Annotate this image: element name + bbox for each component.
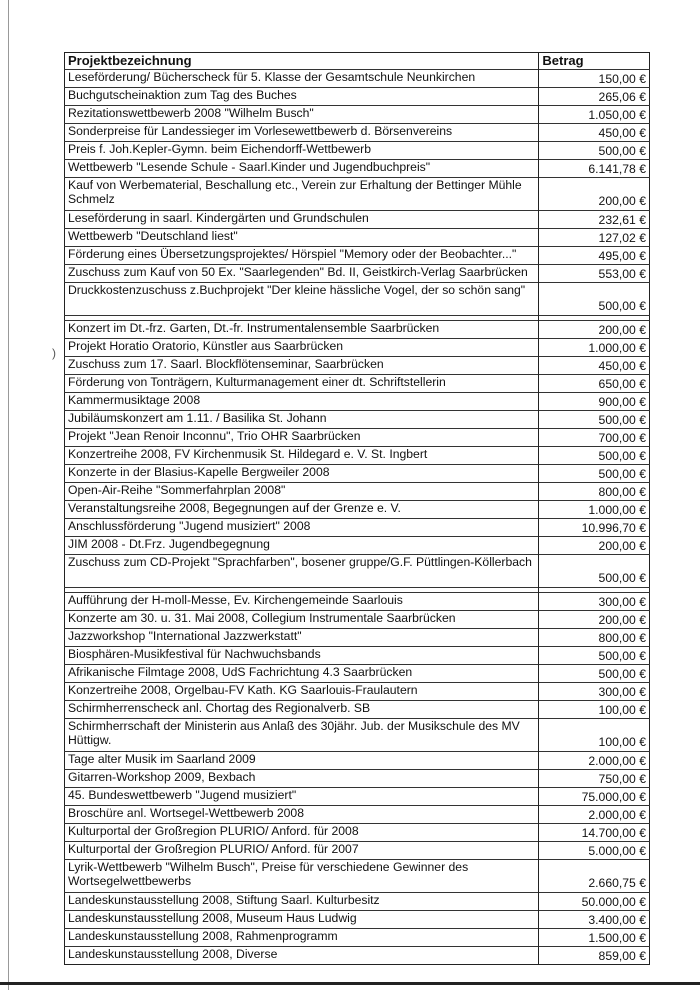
amount-value: 5.000,00 €: [588, 844, 646, 858]
page-bottom-rule: [0, 982, 700, 985]
project-name-cell: Landeskunstausstellung 2008, Rahmenprogramm: [65, 929, 539, 947]
project-name-cell: Zuschuss zum CD-Projekt "Sprachfarben", bosener gruppe/G.F. Püttlingen-Köllerbach: [65, 555, 539, 588]
amount-value: 700,00 €: [598, 431, 646, 445]
amount-value: 200,00 €: [598, 613, 646, 627]
project-name-cell: 45. Bundeswettbewerb "Jugend musiziert": [65, 788, 539, 806]
project-name-cell: Projekt "Jean Renoir Inconnu", Trio OHR Saarbrücken: [65, 429, 539, 447]
amount-value: 859,00 €: [598, 949, 646, 963]
amount-value: 500,00 €: [598, 667, 646, 681]
amount-value: 800,00 €: [598, 485, 646, 499]
table-row: [65, 824, 650, 842]
project-name-cell: Druckkostenzuschuss z.Buchprojekt "Der kleine hässliche Vogel, der so schön sang": [65, 283, 539, 316]
project-name-cell: Förderung eines Übersetzungsprojektes/ Hörspiel "Memory oder der Beobachter...": [65, 247, 539, 265]
table-row: [65, 683, 650, 701]
amount-cell: [539, 142, 650, 160]
amount-value: 500,00 €: [598, 299, 646, 313]
amount-value: 300,00 €: [598, 595, 646, 609]
project-name-cell: Förderung von Tonträgern, Kulturmanagement einer dt. Schriftstellerin: [65, 375, 539, 393]
table-row: [65, 321, 650, 339]
project-name-cell: Rezitationswettbewerb 2008 "Wilhelm Busch": [65, 106, 539, 124]
amount-cell: [539, 357, 650, 375]
project-name-cell: Aufführung der H-moll-Messe, Ev. Kirchengemeinde Saarlouis: [65, 593, 539, 611]
project-name-cell: Wettbewerb "Lesende Schule - Saarl.Kinder und Jugendbuchpreis": [65, 160, 539, 178]
amount-cell: [539, 321, 650, 339]
amount-cell: [539, 283, 650, 316]
table-row: [65, 719, 650, 752]
amount-cell: [539, 911, 650, 929]
amount-value: 2.000,00 €: [588, 808, 646, 822]
amount-cell: [539, 860, 650, 893]
amount-cell: [539, 770, 650, 788]
table-row: [65, 339, 650, 357]
table-row: [65, 770, 650, 788]
amount-cell: [539, 611, 650, 629]
amount-cell: [539, 447, 650, 465]
amount-value: 200,00 €: [598, 323, 646, 337]
amount-cell: [539, 124, 650, 142]
table-row: [65, 283, 650, 316]
amount-value: 800,00 €: [598, 631, 646, 645]
amount-value: 50.000,00 €: [581, 895, 646, 909]
amount-cell: [539, 178, 650, 211]
project-name-cell: Anschlussförderung "Jugend musiziert" 2008: [65, 519, 539, 537]
project-name-cell: Tage alter Musik im Saarland 2009: [65, 752, 539, 770]
amount-value: 553,00 €: [598, 267, 646, 281]
project-name-cell: Projekt Horatio Oratorio, Künstler aus Saarbrücken: [65, 339, 539, 357]
amount-cell: [539, 593, 650, 611]
table-row: [65, 947, 650, 965]
project-name-cell: Kulturportal der Großregion PLURIO/ Anford. für 2008: [65, 824, 539, 842]
table-row: [65, 893, 650, 911]
table-row: [65, 593, 650, 611]
page-margin-line: [8, 0, 9, 990]
amount-cell: [539, 537, 650, 555]
table-row: [65, 393, 650, 411]
amount-cell: [539, 683, 650, 701]
amount-cell: [539, 929, 650, 947]
table-row: [65, 447, 650, 465]
project-name-cell: Schirmherrenscheck anl. Chortag des Regionalverb. SB: [65, 701, 539, 719]
amount-cell: [539, 211, 650, 229]
project-name-cell: Leseförderung/ Bücherscheck für 5. Klasse der Gesamtschule Neunkirchen: [65, 70, 539, 88]
project-name-cell: Veranstaltungsreihe 2008, Begegnungen auf der Grenze e. V.: [65, 501, 539, 519]
amount-cell: [539, 70, 650, 88]
project-name-cell: Sonderpreise für Landessieger im Vorlesewettbewerb d. Börsenvereins: [65, 124, 539, 142]
amount-cell: [539, 106, 650, 124]
amount-cell: [539, 229, 650, 247]
table-row: [65, 357, 650, 375]
amount-value: 6.141,78 €: [588, 162, 646, 176]
amount-cell: [539, 647, 650, 665]
project-name-cell: Schirmherrschaft der Ministerin aus Anlaß des 30jähr. Jub. der Musikschule des MV Hüttigw.: [65, 719, 539, 752]
amount-value: 200,00 €: [598, 194, 646, 208]
amount-value: 500,00 €: [598, 449, 646, 463]
amount-value: 500,00 €: [598, 467, 646, 481]
table-row: [65, 842, 650, 860]
amount-cell: [539, 265, 650, 283]
table-row: [65, 501, 650, 519]
amount-cell: [539, 893, 650, 911]
table-row: [65, 647, 650, 665]
column-header-name: Projektbezeichnung: [65, 53, 539, 70]
table-row: [65, 229, 650, 247]
amount-cell: [539, 701, 650, 719]
amount-cell: [539, 752, 650, 770]
table-row: [65, 483, 650, 501]
amount-value: 2.660,75 €: [588, 876, 646, 890]
table-row: [65, 106, 650, 124]
amount-value: 75.000,00 €: [581, 790, 646, 804]
amount-value: 265,06 €: [598, 90, 646, 104]
amount-cell: [539, 806, 650, 824]
project-name-cell: Landeskunstausstellung 2008, Stiftung Saarl. Kulturbesitz: [65, 893, 539, 911]
project-name-cell: Konzert im Dt.-frz. Garten, Dt.-fr. Instrumentalensemble Saarbrücken: [65, 321, 539, 339]
project-name-cell: Konzertreihe 2008, Orgelbau-FV Kath. KG Saarlouis-Fraulautern: [65, 683, 539, 701]
table-row: [65, 611, 650, 629]
amount-value: 2.000,00 €: [588, 754, 646, 768]
amount-cell: [539, 555, 650, 588]
project-name-cell: Landeskunstausstellung 2008, Museum Haus Ludwig: [65, 911, 539, 929]
table-row: [65, 860, 650, 893]
amount-value: 500,00 €: [598, 144, 646, 158]
amount-value: 100,00 €: [598, 703, 646, 717]
table-header-row: [65, 53, 650, 70]
amount-value: 127,02 €: [598, 231, 646, 245]
amount-cell: [539, 429, 650, 447]
amount-value: 1.000,00 €: [588, 341, 646, 355]
amount-value: 100,00 €: [598, 735, 646, 749]
table-row: [65, 411, 650, 429]
table-row: [65, 555, 650, 588]
amount-cell: [539, 465, 650, 483]
table-row: [65, 665, 650, 683]
project-name-cell: Konzerte in der Blasius-Kapelle Bergweiler 2008: [65, 465, 539, 483]
project-name-cell: Jubiläumskonzert am 1.11. / Basilika St. Johann: [65, 411, 539, 429]
amount-value: 10.996,70 €: [581, 521, 646, 535]
amount-cell: [539, 375, 650, 393]
amount-value: 450,00 €: [598, 359, 646, 373]
amount-cell: [539, 339, 650, 357]
amount-value: 500,00 €: [598, 571, 646, 585]
table-row: [65, 701, 650, 719]
amount-value: 900,00 €: [598, 395, 646, 409]
amount-value: 1.000,00 €: [588, 503, 646, 517]
project-name-cell: Broschüre anl. Wortsegel-Wettbewerb 2008: [65, 806, 539, 824]
amount-cell: [539, 393, 650, 411]
table-row: [65, 465, 650, 483]
amount-value: 650,00 €: [598, 377, 646, 391]
amount-value: 232,61 €: [598, 213, 646, 227]
project-name-cell: Konzertreihe 2008, FV Kirchenmusik St. Hildegard e. V. St. Ingbert: [65, 447, 539, 465]
project-name-cell: Preis f. Joh.Kepler-Gymn. beim Eichendorff-Wettbewerb: [65, 142, 539, 160]
amount-value: 500,00 €: [598, 413, 646, 427]
table-row: [65, 70, 650, 88]
project-name-cell: Afrikanische Filmtage 2008, UdS Fachrichtung 4.3 Saarbrücken: [65, 665, 539, 683]
amount-cell: [539, 629, 650, 647]
project-name-cell: Open-Air-Reihe "Sommerfahrplan 2008": [65, 483, 539, 501]
amount-value: 200,00 €: [598, 539, 646, 553]
column-header-amount: Betrag: [542, 53, 584, 68]
amount-cell: [539, 483, 650, 501]
table-row: [65, 88, 650, 106]
project-name-cell: Wettbewerb "Deutschland liest": [65, 229, 539, 247]
table-row: [65, 429, 650, 447]
table-row: [65, 142, 650, 160]
amount-cell: [539, 824, 650, 842]
amount-cell: [539, 88, 650, 106]
table-row: [65, 178, 650, 211]
amount-cell: [539, 788, 650, 806]
amount-cell: [539, 411, 650, 429]
project-name-cell: Jazzworkshop "International Jazzwerkstatt": [65, 629, 539, 647]
table-row: [65, 629, 650, 647]
project-name-cell: Landeskunstausstellung 2008, Diverse: [65, 947, 539, 965]
amount-cell: [539, 519, 650, 537]
table-row: [65, 752, 650, 770]
amount-value: 1.050,00 €: [588, 108, 646, 122]
table-row: [65, 788, 650, 806]
project-name-cell: Zuschuss zum 17. Saarl. Blockflötenseminar, Saarbrücken: [65, 357, 539, 375]
table-row: [65, 537, 650, 555]
project-name-cell: Kammermusiktage 2008: [65, 393, 539, 411]
amount-value: 3.400,00 €: [588, 913, 646, 927]
project-name-cell: Kulturportal der Großregion PLURIO/ Anford. für 2007: [65, 842, 539, 860]
project-name-cell: Kauf von Werbematerial, Beschallung etc., Verein zur Erhaltung der Bettinger Mühle Schmelz: [65, 178, 539, 211]
amount-value: 750,00 €: [598, 772, 646, 786]
amount-cell: [539, 719, 650, 752]
project-name-cell: Leseförderung in saarl. Kindergärten und Grundschulen: [65, 211, 539, 229]
project-name-cell: Konzerte am 30. u. 31. Mai 2008, Collegium Instrumentale Saarbrücken: [65, 611, 539, 629]
project-name-cell: Zuschuss zum Kauf von 50 Ex. "Saarlegenden" Bd. II, Geistkirch-Verlag Saarbrücken: [65, 265, 539, 283]
amount-cell: [539, 842, 650, 860]
project-name-cell: JIM 2008 - Dt.Frz. Jugendbegegnung: [65, 537, 539, 555]
table-row: [65, 806, 650, 824]
project-name-cell: Gitarren-Workshop 2009, Bexbach: [65, 770, 539, 788]
project-name-cell: Biosphären-Musikfestival für Nachwuchsbands: [65, 647, 539, 665]
table-row: [65, 929, 650, 947]
table-row: [65, 124, 650, 142]
table-row: [65, 911, 650, 929]
amount-value: 14.700,00 €: [581, 826, 646, 840]
funding-table: [64, 52, 650, 965]
project-name-cell: Buchgutscheinaktion zum Tag des Buches: [65, 88, 539, 106]
table-row: [65, 211, 650, 229]
amount-cell: [539, 501, 650, 519]
amount-value: 1.500,00 €: [588, 931, 646, 945]
table-row: [65, 265, 650, 283]
amount-value: 495,00 €: [598, 249, 646, 263]
table-row: [65, 519, 650, 537]
amount-cell: [539, 160, 650, 178]
table-row: [65, 247, 650, 265]
amount-value: 450,00 €: [598, 126, 646, 140]
amount-value: 150,00 €: [598, 72, 646, 86]
amount-cell: [539, 247, 650, 265]
amount-cell: [539, 665, 650, 683]
amount-cell: [539, 947, 650, 965]
table-row: [65, 375, 650, 393]
margin-mark: ): [52, 346, 56, 360]
project-name-cell: Lyrik-Wettbewerb "Wilhelm Busch", Preise für verschiedene Gewinner des Wortsegelwettbewerbs: [65, 860, 539, 893]
amount-value: 500,00 €: [598, 649, 646, 663]
table-row: [65, 160, 650, 178]
amount-value: 300,00 €: [598, 685, 646, 699]
